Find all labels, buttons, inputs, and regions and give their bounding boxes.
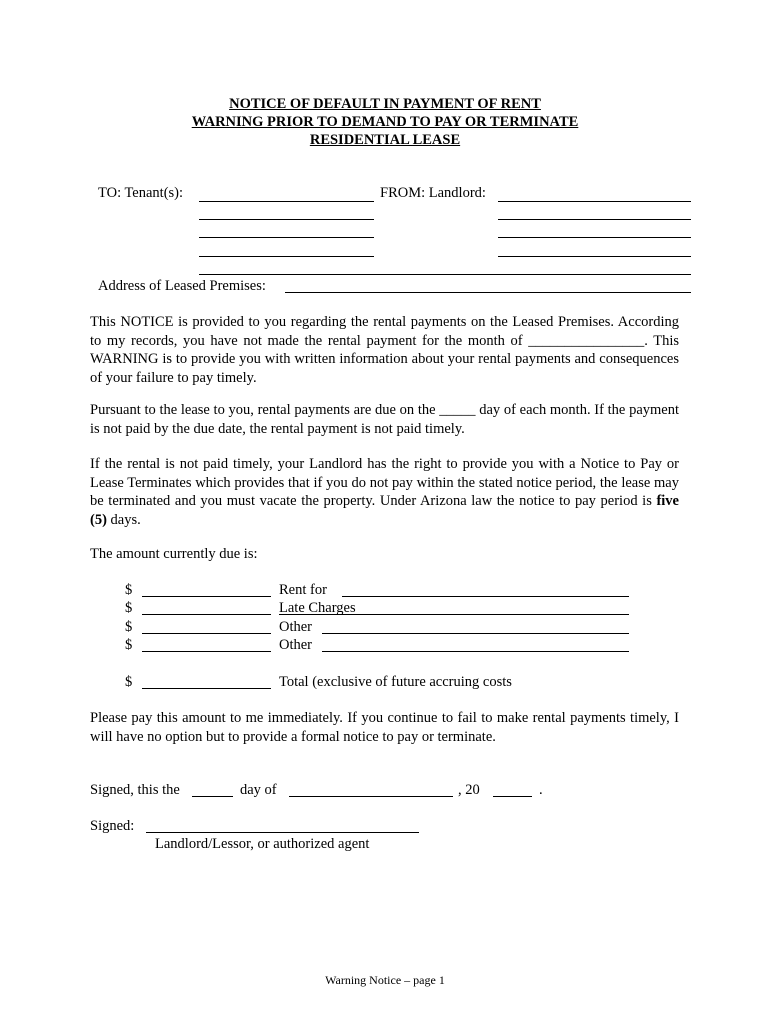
other-amount-line-2[interactable]: [142, 651, 271, 652]
sentence-period: .: [539, 782, 543, 798]
other-amount-line-1[interactable]: [142, 633, 271, 634]
late-charges-line[interactable]: [279, 614, 629, 615]
landlord-line-1[interactable]: [498, 201, 691, 202]
rent-amount-line[interactable]: [142, 596, 271, 597]
address-label: Address of Leased Premises:: [98, 278, 266, 294]
title-line-2: WARNING PRIOR TO DEMAND TO PAY OR TERMINATE: [191, 114, 579, 130]
landlord-line-2[interactable]: [498, 219, 691, 220]
signed-this-label: Signed, this the: [90, 782, 180, 798]
landlord-line-4[interactable]: [498, 256, 691, 257]
other-line-2[interactable]: [322, 651, 629, 652]
rent-for-line[interactable]: [342, 596, 629, 597]
day-of-label: day of: [240, 782, 277, 798]
address-line[interactable]: [285, 292, 691, 293]
title-line-3: RESIDENTIAL LEASE: [309, 132, 461, 148]
signed-label: Signed:: [90, 818, 135, 834]
title-line-1: NOTICE OF DEFAULT IN PAYMENT OF RENT: [229, 96, 541, 112]
currency-symbol: $: [125, 600, 133, 616]
other-label-1: Other: [279, 619, 313, 635]
total-label: Total (exclusive of future accruing costs: [279, 674, 512, 690]
late-charges-label: Late Charges: [279, 600, 356, 616]
currency-symbol: $: [125, 582, 133, 598]
currency-symbol: $: [125, 637, 133, 653]
tenant-line-3[interactable]: [199, 237, 374, 238]
landlord-line-3[interactable]: [498, 237, 691, 238]
tenant-line-2[interactable]: [199, 219, 374, 220]
amount-intro: The amount currently due is:: [90, 546, 258, 562]
signature-line[interactable]: [146, 832, 419, 833]
notice-paragraph: This NOTICE is provided to you regarding the rental payments on the Leased Premises. According to my records, you have not made the rental payment for the month of ________________. This WARNING is to provide you with written information about your rental payments and consequences of your failure to pay timely.: [90, 314, 679, 386]
signed-day-line[interactable]: [192, 796, 233, 797]
signer-caption: Landlord/Lessor, or authorized agent: [155, 836, 370, 852]
signed-year-line[interactable]: [493, 796, 532, 797]
late-charges-amount-line[interactable]: [142, 614, 271, 615]
rent-for-label: Rent for: [279, 582, 327, 598]
currency-symbol: $: [125, 619, 133, 635]
page-footer: Warning Notice – page 1: [325, 973, 445, 987]
tenant-line-1[interactable]: [199, 201, 374, 202]
tenant-line-4[interactable]: [199, 256, 374, 257]
other-line-1[interactable]: [322, 633, 629, 634]
landlord-label: FROM: Landlord:: [380, 185, 486, 201]
payment-request-paragraph: Please pay this amount to me immediately. If you continue to fail to make rental payments timely, I will have no option but to provide a formal notice to pay or terminate.: [90, 710, 679, 745]
signed-month-line[interactable]: [289, 796, 453, 797]
other-label-2: Other: [279, 637, 313, 653]
total-amount-line[interactable]: [142, 688, 271, 689]
due-date-paragraph: Pursuant to the lease to you, rental payments are due on the _____ day of each month. If the payment is not paid by the due date, the rental payment is not paid timely.: [90, 402, 679, 437]
address-line-upper[interactable]: [199, 274, 691, 275]
tenant-label: TO: Tenant(s):: [98, 185, 184, 201]
rights-paragraph: If the rental is not paid timely, your Landlord has the right to provide you with a Notice to Pay or Lease Terminates which provides that if you do not pay within the stated notice period, the lease may be terminated and you must vacate the property. Under Arizona law the notice to pay period is five (5) days.: [90, 456, 679, 528]
currency-symbol: $: [125, 674, 133, 690]
year-prefix: , 20: [458, 782, 480, 798]
